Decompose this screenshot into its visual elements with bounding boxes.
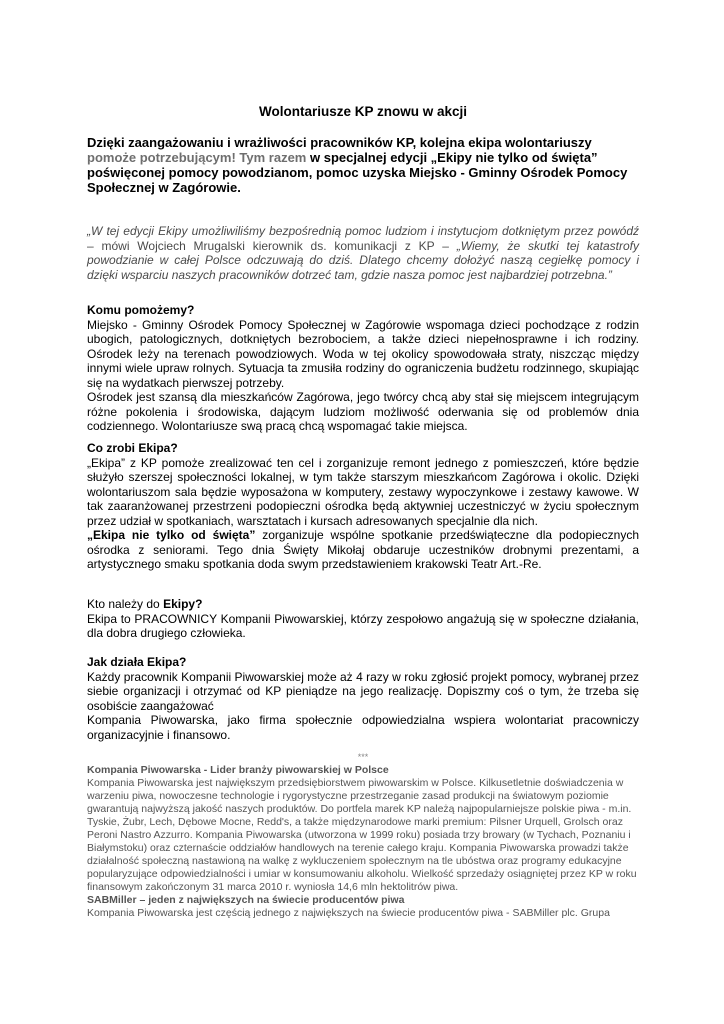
section-body: Ekipa to PRACOWNICY Kompanii Piwowarskiej, którzy zespołowo angażują się w społeczne działania, dla dobra drugiego człowieka. (87, 611, 639, 640)
quote-text-1: „W tej edycji Ekipy umożliwiliśmy bezpośrednią pomoc ludziom i instytucjom dotkniętym przez powódź (87, 224, 639, 238)
section-jak-dziala (87, 655, 639, 742)
footer-body: Kompania Piwowarska jest częścią jednego z największych na świecie producentów piwa - SABMiller plc. Grupa (87, 907, 610, 919)
section-heading: Komu pomożemy? (87, 303, 195, 317)
section-body: Kompania Piwowarska, jako firma społecznie odpowiedzialna wspiera wolontariat pracowniczy organizacyjnie i finansowo. (87, 713, 639, 742)
footer-heading: Kompania Piwowarska - Lider branży piwowarskiej w Polsce (87, 764, 389, 776)
section-kto-nalezy (87, 597, 639, 641)
lead-highlight: pomoże potrzebującym! Tym razem (87, 150, 307, 165)
lead-text-2: w specjalnej edycji „Ekipy nie tylko od święta” poświęconej pomocy powodzianom, pomoc uzyska Miejsko - Gminny Ośrodek Pomocy Społecznej w Zagórowie. (87, 150, 628, 195)
heading-plain: Kto należy do (87, 597, 164, 611)
section-heading: Jak działa Ekipa? (87, 655, 187, 669)
footer-body: Kompania Piwowarska jest największym przedsiębiorstwem piwowarskim w Polsce. Kilkusetletnie doświadczenia w warzeniu piwa, nowoczesne technologie i rygorystyczne przestrzeganie zasad produkcji na światowym poziomie gwarantują najwyższą jakość naszych produktów. Do portfela marek KP należą najpopularniejsze polskie piwa - m.in. Tyskie, Żubr, Lech, Dębowe Mocne, Redd's, a także międzynarodowe marki premium: Pilsner Urquell, Grolsch oraz Peroni Nastro Azzurro. Kompania Piwowarska (utworzona w 1999 roku) posiada trzy browary (w Tychach, Poznaniu i Białymstoku) oraz czternaście oddziałów handlowych na terenie całego kraju. Kompania Piwowarska prowadzi także działalność społeczną nastawioną na walkę z wykluczeniem społecznym na tle ubóstwa oraz programy edukacyjne popularyzujące odpowiedzialności i umiar w konsumowaniu alkoholu. Wielkość sprzedaży osiągniętej przez KP w roku finansowym zakończonym 31 marca 2010 r. wyniosła 14,6 mln hektolitrów piwa. (87, 777, 637, 893)
section-body (87, 528, 639, 572)
page-title: Wolontariusze KP znowu w akcji (258, 104, 468, 119)
section-heading: Co zrobi Ekipa? (87, 441, 178, 455)
section-komu (87, 303, 639, 434)
quote-paragraph (87, 224, 639, 282)
lead-paragraph (87, 135, 639, 195)
section-heading (87, 597, 639, 612)
separator: *** (357, 752, 369, 762)
footer-heading: SABMiller – jeden z największych na świecie producentów piwa (87, 894, 405, 906)
lead-text-1: Dzięki zaangażowaniu i wrażliwości pracowników KP, kolejna ekipa wolontariuszy (87, 135, 592, 150)
section-body: „Ekipa” z KP pomoże zrealizować ten cel i zorganizuje remont jednego z pomieszczeń, które będzie służyło szerszej społeczności lokalnej, w tym także starszym mieszkańcom Zagórowa i okolic. Dzięki wolontariuszom sala będzie wyposażona w komputery, zestawy wypoczynkowe i zestawy kawowe. W tak zaaranżowanej przestrzeni podopieczni ośrodka będą aktywniej uczestniczyć w życiu społecznym przez udział w spotkaniach, warsztatach i kursach adresowanych specjalnie dla nich. (87, 455, 639, 528)
quote-attribution: – mówi Wojciech Mrugalski kierownik ds. komunikacji z KP – (87, 238, 457, 253)
section-body: Miejsko - Gminny Ośrodek Pomocy Społecznej w Zagórowie wspomaga dzieci pochodzące z rodzin ubogich, patologicznych, dotkniętych bezrobociem, a także dzieci niepełnosprawne i ich rodziny. Ośrodek leży na terenach powodziowych. Woda w tej okolicy spowodowała straty, niszcząc między innymi wiele upraw rolnych. Sytuacja ta zmusiła rodziny do ograniczenia budżetu rodzinnego, skupiając się na wydatkach pierwszej potrzeby. (87, 317, 639, 390)
section-body-text: zorganizuje wspólne spotkanie przedświąteczne dla podopiecznych ośrodka z seniorami. Tego dnia Święty Mikołaj obdaruje uczestników drobnymi prezentami, a artystycznego smaku spotkania doda swym przedstawieniem krakowski Teatr Art.-Re. (87, 528, 639, 571)
heading-bold: Ekipy? (163, 597, 203, 611)
section-co-zrobi (87, 441, 639, 572)
quote-text-2: „Wiemy, że skutki tej katastrofy powodzianie w całej Polsce odczuwają do dziś. Dlatego chcemy dołożyć naszą cegiełkę pomocy i dzięki wsparciu naszych pracowników dotrzeć tam, gdzie nasza pomoc jest najbardziej potrzebna.” (87, 238, 639, 282)
bold-phrase: „Ekipa nie tylko od święta” (87, 528, 256, 542)
section-body: Każdy pracownik Kompanii Piwowarskiej może aż 4 razy w roku zgłosić projekt pomocy, wybranej przez siebie organizacji i otrzymać od KP pieniądze na jego realizację. Dopiszmy coś o tym, że trzeba się osobiście zaangażować (87, 669, 639, 713)
footer-note (87, 764, 647, 920)
section-body: Ośrodek jest szansą dla mieszkańców Zagórowa, jego twórcy chcą aby stał się miejscem integrującym różne pokolenia i środowiska, dającym ludziom możliwość oderwania się od problemów dnia codziennego. Wolontariusze swą pracą chcą wspomagać takie miejsca. (87, 390, 639, 433)
